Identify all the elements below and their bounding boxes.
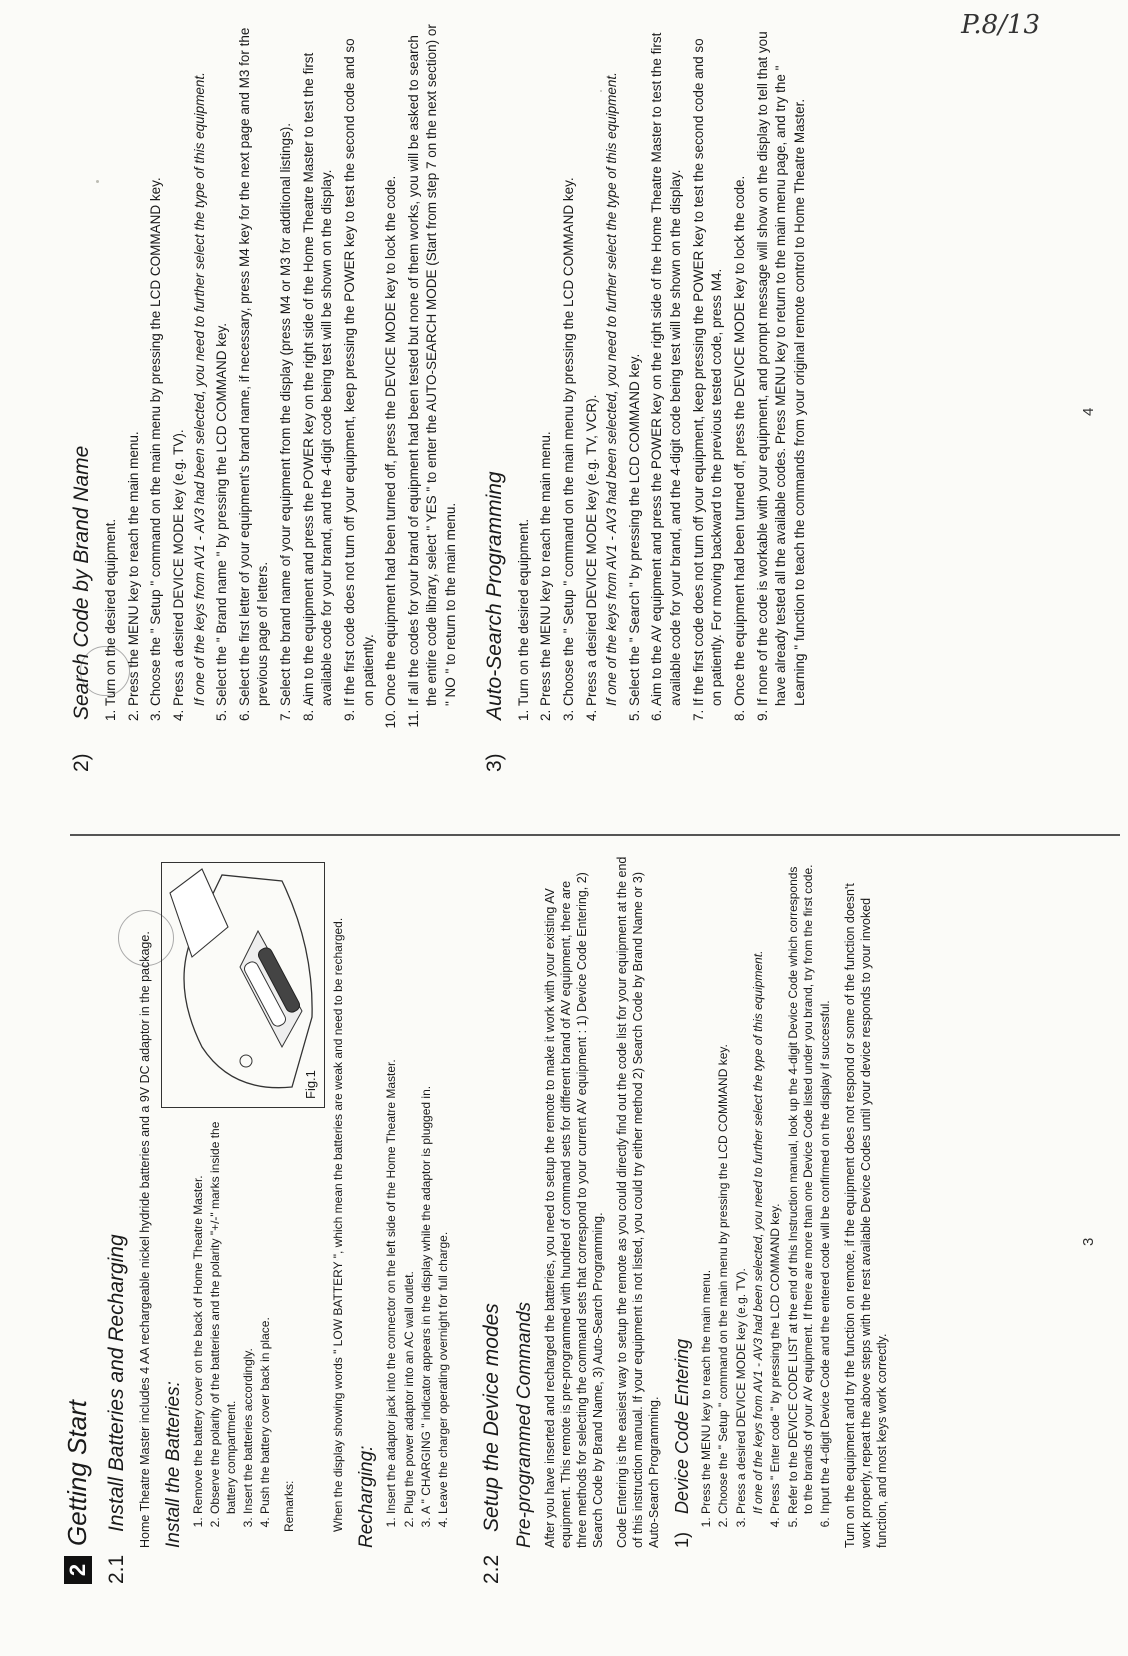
list-item: 2. Press the MENU key to reach the main menu.: [537, 20, 556, 706]
list-item: 1. Insert the adaptor jack into the connector on the left side of the Home Theatre Master.: [384, 856, 399, 1514]
step-text: Press a desired DEVICE MODE key (e.g. TV, VCR).: [583, 394, 599, 706]
list-item: 3. A " CHARGING " indicator appears in the display while the adaptor is plugged in.: [419, 856, 434, 1514]
section-title: Setup the Device modes: [479, 1303, 503, 1532]
search-by-brand-steps-list: [102, 20, 461, 736]
device-code-entering-heading: [672, 856, 693, 1548]
list-item: 5. Select the " Search " by pressing the LCD COMMAND key.: [626, 20, 645, 706]
list-item: 8. Once the equipment had been turned off, press the DEVICE MODE key to lock the code.: [731, 20, 750, 706]
list-item: 4. Push the battery cover back in place.: [258, 856, 273, 1514]
step-text: Press a desired DEVICE MODE key (e.g. TV).: [170, 429, 186, 706]
chapter-heading: [62, 856, 93, 1584]
pre-programmed-heading: Pre-programmed Commands: [513, 1301, 535, 1548]
section-2-2-heading: [480, 856, 504, 1584]
subsection-title: Search Code by Brand Name: [70, 445, 93, 720]
pre-programmed-paragraph-1: After you have inserted and recharged the batteries, you need to setup the remote to make it work with your existing AV equipment. This remote is pre-programmed with hundred of command sets for different brand of AV equipment, there are three methods for selecting the command sets that correspond to your current AV equipment : 1) Device Code Entering, 2) Search Code by Brand Name, 3) Auto-Search Programming.: [542, 872, 605, 1548]
list-item: 2. Plug the power adaptor into an AC wall outlet.: [402, 856, 417, 1514]
list-item: 4. Leave the charger operating overnight for full charge.: [436, 856, 451, 1514]
remote-battery-drawing: [162, 863, 324, 1107]
list-item: 2. Choose the " Setup " command on the main menu by pressing the LCD COMMAND key.: [716, 856, 731, 1514]
list-item: 4. Press " Enter code " by pressing the LCD COMMAND key.: [768, 856, 783, 1514]
recharging-heading: Recharging:: [356, 1445, 378, 1548]
section-title: Install Batteries and Recharging: [105, 1234, 128, 1532]
chapter-number: 2: [64, 1556, 92, 1584]
list-item: [734, 856, 767, 1514]
italic-note: If one of the keys from AV1 - AV3 had been selected, you need to further select the type of this equipment.: [604, 72, 620, 706]
pre-programmed-paragraph-2: Code Entering is the easiest way to setup the remote as you could directly find out the code list for your equipment at the end of this instruction manual. If your equipment is not listed, you could try either method 2) Search Code by Brand Name or 3) Auto-Search Programming.: [614, 856, 661, 1548]
recharge-steps-list: [384, 856, 451, 1548]
list-item: 8. Aim to the equipment and press the POWER key on the right side of the Home Theatre Master to test the first available code for your brand, and the 4-digit code being test will be shown on the display.: [300, 20, 337, 706]
auto-search-heading: [483, 20, 507, 772]
section-2-1-heading: [105, 856, 129, 1584]
subsection-number: 3): [482, 753, 506, 772]
list-item: 1. Remove the battery cover on the back of Home Theatre Master.: [191, 856, 206, 1514]
auto-search-steps-list: [515, 20, 810, 736]
page-3: [0, 828, 1128, 1656]
page-number-3: 3: [1080, 1237, 1097, 1246]
list-item: 3. Choose the " Setup " command on the main menu by pressing the LCD COMMAND key.: [147, 20, 166, 706]
list-item: 7. Select the brand name of your equipment from the display (press M4 or M3 for additional listings).: [277, 20, 296, 706]
step-text: Press a desired DEVICE MODE key (e.g. TV).: [733, 1268, 748, 1514]
list-item: 5. Select the " Brand name " by pressing the LCD COMMAND key.: [213, 20, 232, 706]
intro-paragraph: Home Theatre Master includes 4 AA rechargeable nickel hydride batteries and a 9V DC adaptor in the package.: [138, 931, 152, 1548]
list-item: 1. Press the MENU key to reach the main menu.: [699, 856, 714, 1514]
list-item: 2. Press the MENU key to reach the main menu.: [125, 20, 144, 706]
list-item: 11. If all the codes for your brand of equipment had been tested but none of them works, you will be asked to search the entire code library, select " YES " to enter the AUTO-SEARCH MODE (Start from step 7 on the next section) or " NO " to return to the main menu.: [405, 20, 461, 706]
subsection-title: Auto-Search Programming: [482, 471, 506, 720]
subsection-number: 1): [671, 1531, 692, 1548]
list-item: 3. Insert the batteries accordingly.: [241, 856, 256, 1514]
list-item: 1. Turn on the desired equipment.: [515, 20, 534, 706]
device-code-steps-list: [699, 856, 834, 1548]
section-number: 2.2: [479, 1554, 503, 1584]
list-item: 7. If the first code does not turn off your equipment, keep pressing the POWER key to test the second code and so on patiently. For moving backward to the previous tested code, press M4.: [690, 20, 727, 706]
list-item: 9. If none of the code is workable with your equipment, and prompt message will show on the display to tell that you have already tested all the available codes. Press MENU key to return to the main menu page, and try the " Learning " function to teach the commands from your original remote control to Home Theatre Master.: [754, 20, 810, 706]
italic-note: If one of the keys from AV1 - AV3 had been selected, you need to further select the type of this equipment.: [750, 950, 765, 1514]
install-batteries-heading: Install the Batteries:: [163, 1381, 184, 1548]
remarks-label: Remarks:: [281, 1480, 296, 1532]
italic-note: If one of the keys from AV1 - AV3 had been selected, you need to further select the type of this equipment.: [191, 72, 207, 706]
device-code-footer-paragraph: Turn on the equipment and try the function on remote, if the equipment does not respond or some of the function doesn't work properly, repeat the above steps with the rest available Device Codes until your device responds to your invoked function, and most keys work correctly.: [842, 883, 889, 1548]
list-item: 9. If the first code does not turn off your equipment, keep pressing the POWER key to test the second code and so on patiently.: [341, 20, 378, 706]
chapter-title: Getting Start: [62, 1400, 92, 1546]
list-item: 2. Observe the polarity of the batteries and the polarity "+/-" marks inside the battery compartment.: [208, 856, 239, 1514]
list-item: 10. Once the equipment had been turned off, press the DEVICE MODE key to lock the code.: [382, 20, 401, 706]
list-item: 3. Choose the " Setup " command on the main menu by pressing the LCD COMMAND key.: [560, 20, 579, 706]
list-item: 1. Turn on the desired equipment.: [102, 20, 121, 706]
battery-figure: [161, 862, 325, 1108]
list-item: 6. Aim to the AV equipment and press the POWER key on the right side of the Home Theatre Master to test the first available code for your brand, and the 4-digit code being test will be shown on the display.: [648, 20, 685, 706]
list-item: 6. Select the first letter of your equipment's brand name, if necessary, press M4 key for the next page and M3 for the previous page of letters.: [236, 20, 273, 706]
handwritten-page-mark: P.8/13: [961, 10, 1040, 40]
figure-caption: Fig.1: [303, 1070, 318, 1099]
page-number-4: 4: [1080, 407, 1097, 416]
section-number: 2.1: [105, 1554, 128, 1584]
list-item: 6. Input the 4-digit Device Code and the entered code will be confirmed on the display if successful.: [818, 856, 833, 1514]
subsection-title: Device Code Entering: [671, 1338, 692, 1514]
list-item: 5. Refer to the DEVICE CODE LIST at the end of this Instruction manual, look up the 4-digit Device Code which corresponds to the brands of your AV equipment. If there are more than one Device Code listed under you brand, try from the first code.: [786, 856, 817, 1514]
remarks-text: When the display showing words " LOW BATTERY ", which mean the batteries are weak and need to be recharged.: [331, 917, 345, 1532]
list-item: [170, 20, 209, 706]
subsection-number: 2): [70, 753, 93, 772]
search-by-brand-heading: [70, 20, 94, 772]
list-item: [583, 20, 622, 706]
